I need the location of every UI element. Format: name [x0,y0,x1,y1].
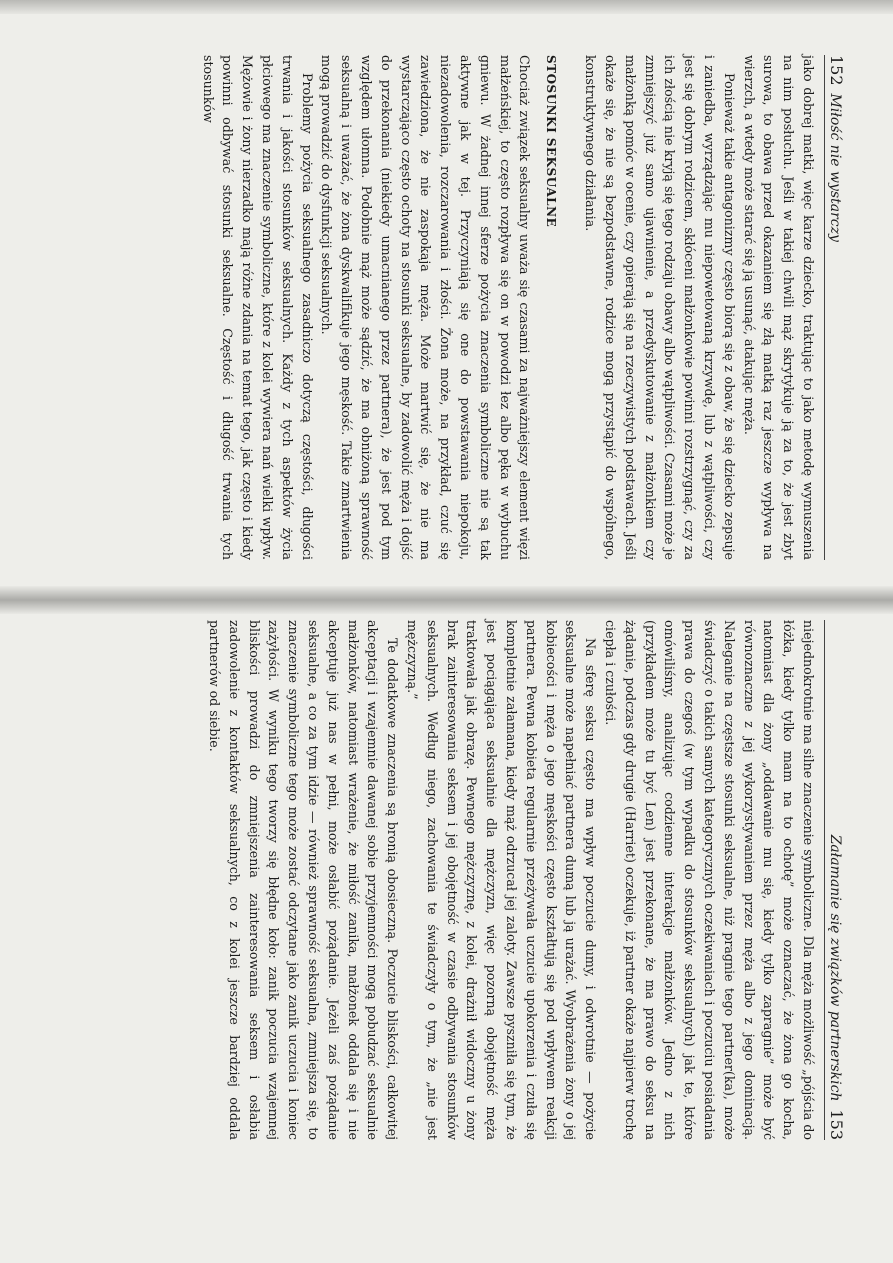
running-head-title: Miłość nie wystarczy [827,93,843,242]
paragraph: Ponieważ takie antagonizmy często biorą się z obaw, że się dziecko zepsuje i zaniedba, wyrządzając mu niepowetowaną krzywdę, lub z wątpliwości, czy jest się dobrym rodzicem, skłóceni małżonkowie powinni rozstrzygnąć, czy za ich złością nie kryją się tego rodzaju obawy albo wątpliwości. Czasami może je zmniejszyć już samo ujawnienie, a przedyskutowanie z małżonkiem czy małżonką pomóc w ocenie, czy opierają się na rzeczywistych podstawach. Jeśli okaże się, że nie są bezpodstawne, rodzice mogą przystąpić do wspólnego, konstruktywnego działania. [583,55,737,560]
page-number: 153 [827,1109,846,1140]
book-gutter [0,586,893,614]
scan-edge [0,0,893,14]
paragraph: Chociaż związek seksualny uważa się czasami za najważniejszy element więzi małżeńskiej, to często rozpływa się on w powodzi łez albo pęka w wybuchu gniewu. W żadnej innej sferze pożycia znaczenia symboliczne nie są tak aktywne jak w tej. Przyczyniają się one do powstawania niepokoju, niezadowolenia, rozczarowania i złości. Żona może, na przykład, czuć się zawiedziona, że nie zaspokaja męża. Może martwić się, że nie ma wystarczająco często ochoty na stosunki seksualne, by zadowolić męża i dojść do przekonania (niekiedy umacnianego przez partnera), że jest pod tym względem ułomna. Podobnie mąż może sądzić, że ma obniżoną sprawność seksualną i uważać, że żona dyskwalifikuje jego męskość. Takie zmartwienia mogą prowadzić do dysfunkcji seksualnych. [319,55,533,560]
page-152-content [46,55,846,560]
running-head-left [824,55,846,560]
paragraph: jako dobrej matki, więc karze dziecko, traktując to jako metodę wymuszenia na nim posłuchu. Jeśli w takiej chwili mąż skrytykuje ją za to, że jest zbyt surowa, to obawa przed okazaniem się złą matką raz jeszcze wypływa na wierzch, a wtedy może starać się ją usunąć, atakując męża. [741,55,816,560]
page-number: 152 [827,55,846,86]
paragraph: niejednokrotnie ma silne znaczenie symboliczne. Dla męża możliwość „pójścia do łóżka, kiedy tylko mam na to ochotę” może oznaczać, że żona go kocha, natomiast dla żony „oddawanie mu się, kiedy tylko zapragnie” może być równoznaczne z jej wykorzystywaniem przez męża albo z jego dominacją. Naleganie na częstsze stosunki seksualne, niż pragnie tego partner(ka), może świadczyć o takich samych kategorycznych oczekiwaniach i poczuciu posiadania prawa do czegoś (w tym wypadku do stosunków seksualnych) jak te, które omówiliśmy, analizując codzienne interakcje małżonków. Jedno z nich (przykładem może tu być Len) jest przekonane, że ma prawo do seksu na żądanie, podczas gdy drugie (Harriet) oczekuje, iż partner okaże najpierw trochę ciepła i czułości. [603,620,816,1140]
page-153-content [46,620,846,1140]
section-title: STOSUNKI SEKSUALNE [544,55,559,228]
paragraph: Na sferę seksu często ma wpływ poczucie dumy, i odwrotnie — pożycie seksualne może napełniać partnera dumą lub ją urażać. Wyobrażenia żony o jej kobiecości i męża o jego męskości często kształtują się pod wpływem reakcji partnera. Pewna kobieta regularnie przeżywała uczucie upokorzenia i czuła się kompletnie załamana, kiedy mąż odrzucał jej zaloty. Zawsze pyszniła się tym, że jest pociągająca seksualnie dla mężczyzn, więc pozorną obojętność męża traktowała jak obrazę. Pewnego mężczyznę, z kolei, drażnił widoczny u żony brak zainteresowania seksem i jej obojętność w czasie odbywania stosunków seksualnych. Według niego, zachowania te świadczyły o tym, że „nie jest mężczyzną.” [405,620,599,1140]
paragraph: Problemy pożycia seksualnego zasadniczo dotyczą częstości, długości trwania i jakości stosunków seksualnych. Każdy z tych aspektów życia płciowego ma znaczenie symboliczne, które z kolei wywiera nań wielki wpływ. Mężowie i żony nierzadko mają różne zdania na temat tego, jak często i kiedy powinni odbywać stosunki seksualne. Częstość i długość trwania tych stosunków [200,55,315,560]
running-head-title: Załamanie się związków partnerskich [827,834,843,1102]
paragraph: Te dodatkowe znaczenia są bronią obosieczną. Poczucie bliskości, całkowitej akceptacji i wzajemnie dawanej sobie przyjemności mogą pobudzać seksualnie małżonków, natomiast wrażenie, że miłość zanika, małżonek oddala się i nie akceptuje już nas w pełni, może osłabić pożądanie. Jeżeli zaś pożądanie seksualne, a co za tym idzie — również sprawność seksualna, zmniejsza się, to znaczenie symboliczne tego może zostać odczytane jako zanik uczucia i koniec zażyłości. W wyniku tego tworzy się błędne koło: zanik poczucia wzajemnej bliskości prowadzi do zmniejszenia zainteresowania seksem i osłabia zadowolenie z kontaktów seksualnych, co z kolei jeszcze bardziej oddala partnerów od siebie. [207,620,401,1140]
running-head-right [824,620,846,1140]
